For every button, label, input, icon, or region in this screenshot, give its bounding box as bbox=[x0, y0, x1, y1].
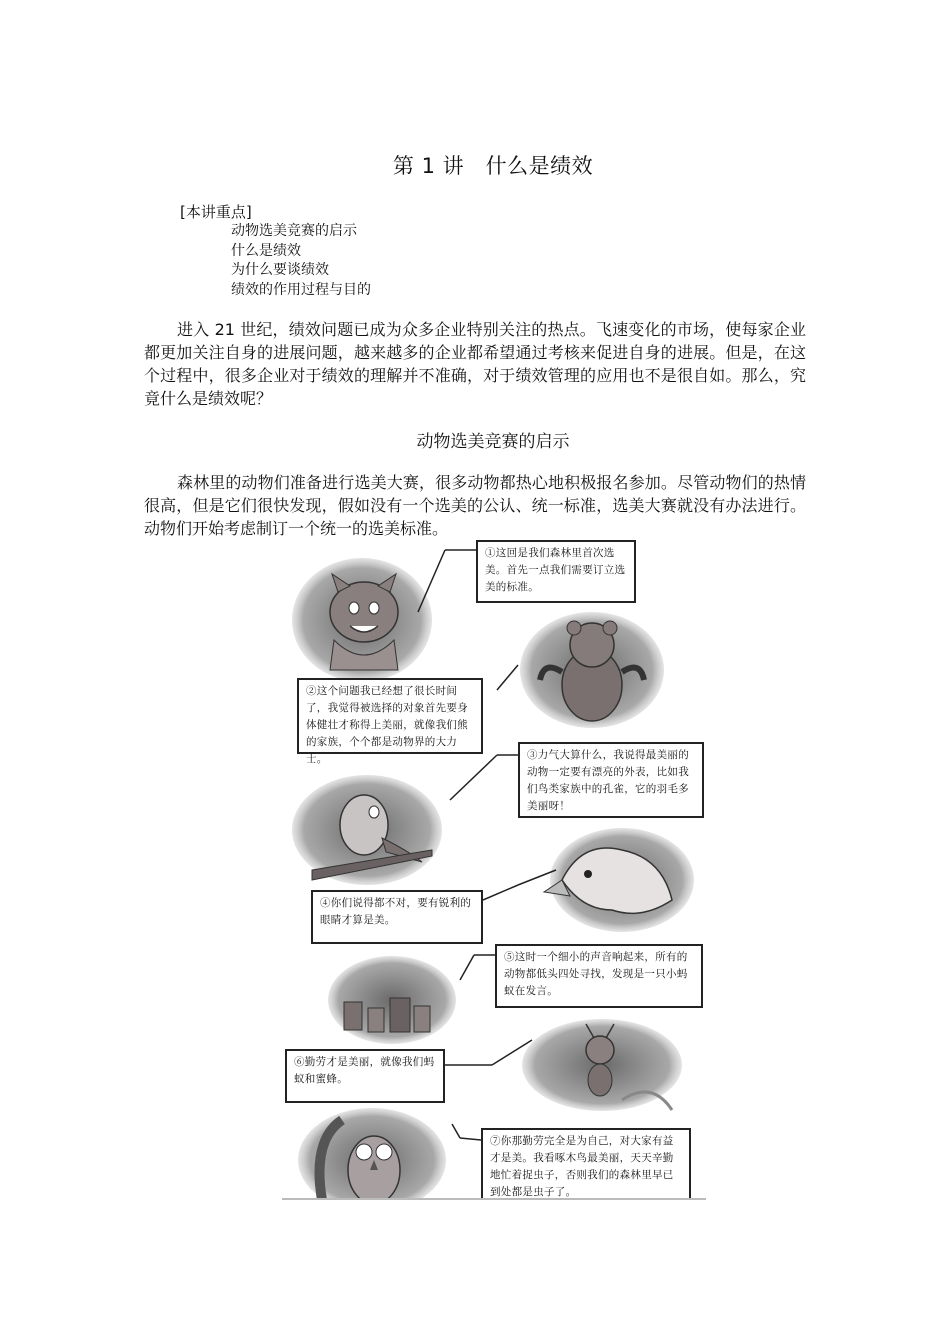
section-title: 动物选美竞赛的启示 bbox=[416, 432, 570, 452]
key-point-item: 绩效的作用过程与目的 bbox=[231, 281, 371, 298]
bear-illustration bbox=[520, 612, 664, 728]
speech-bubble-4: ④你们说得都不对，要有锐利的眼睛才算是美。 bbox=[311, 890, 483, 944]
animals-crowd-illustration bbox=[328, 956, 456, 1044]
owl-illustration bbox=[298, 1108, 446, 1200]
ant-illustration bbox=[522, 1019, 682, 1111]
speech-bubble-6: ⑥勤劳才是美丽，就像我们蚂蚁和蜜蜂。 bbox=[285, 1049, 445, 1103]
speech-bubble-2: ②这个问题我已经想了很长时间了，我觉得被选择的对象首先要身体健壮才称得上美丽，就像我们熊的家族，个个都是动物界的大力士。 bbox=[297, 678, 483, 754]
key-points-list bbox=[231, 222, 371, 300]
comic-strip bbox=[282, 540, 706, 1200]
key-points-heading: [本讲重点] bbox=[180, 203, 252, 221]
speech-bubble-1: ①这回是我们森林里首次选美。首先一点我们需要订立选美的标准。 bbox=[476, 540, 636, 603]
bird-illustration bbox=[292, 775, 442, 885]
intro-paragraph: 进入 21 世纪，绩效问题已成为众多企业特别关注的热点。飞速变化的市场，使每家企业都更加关注自身的进展问题，越来越多的企业都希望通过考核来促进自身的进展。但是，在这个过程中，很多企业对于绩效的理解并不准确，对于绩效管理的应用也不是很自如。那么，究竟什么是绩效呢？ bbox=[144, 320, 806, 408]
page-title: 第 1 讲 什么是绩效 bbox=[392, 154, 594, 178]
speech-bubble-3: ③力气大算什么，我说得最美丽的动物一定要有漂亮的外表，比如我们鸟类家族中的孔雀，它的羽毛多美丽呀！ bbox=[518, 742, 704, 818]
section-paragraph: 森林里的动物们准备进行选美大赛，很多动物都热心地积极报名参加。尽管动物们的热情很高，但是它们很快发现，假如没有一个选美的公认、统一标准，选美大赛就没有办法进行。动物们开始考虑制订一个统一的选美标准。 bbox=[144, 473, 806, 538]
speech-bubble-5: ⑤这时一个细小的声音响起来，所有的动物都低头四处寻找，发现是一只小蚂蚁在发言。 bbox=[495, 944, 703, 1008]
key-point-item: 什么是绩效 bbox=[231, 242, 301, 259]
key-point-item: 动物选美竞赛的启示 bbox=[231, 223, 357, 239]
comic-bottom-border bbox=[282, 1198, 706, 1200]
key-point-item: 为什么要谈绩效 bbox=[231, 262, 329, 278]
speech-bubble-7: ⑦你那勤劳完全是为自己，对大家有益才是美。我看啄木鸟最美丽，天天辛勤地忙着捉虫子，否则我们的森林里早已到处都是虫子了。 bbox=[481, 1128, 691, 1200]
tiger-illustration bbox=[292, 558, 432, 682]
eagle-illustration bbox=[544, 828, 694, 932]
